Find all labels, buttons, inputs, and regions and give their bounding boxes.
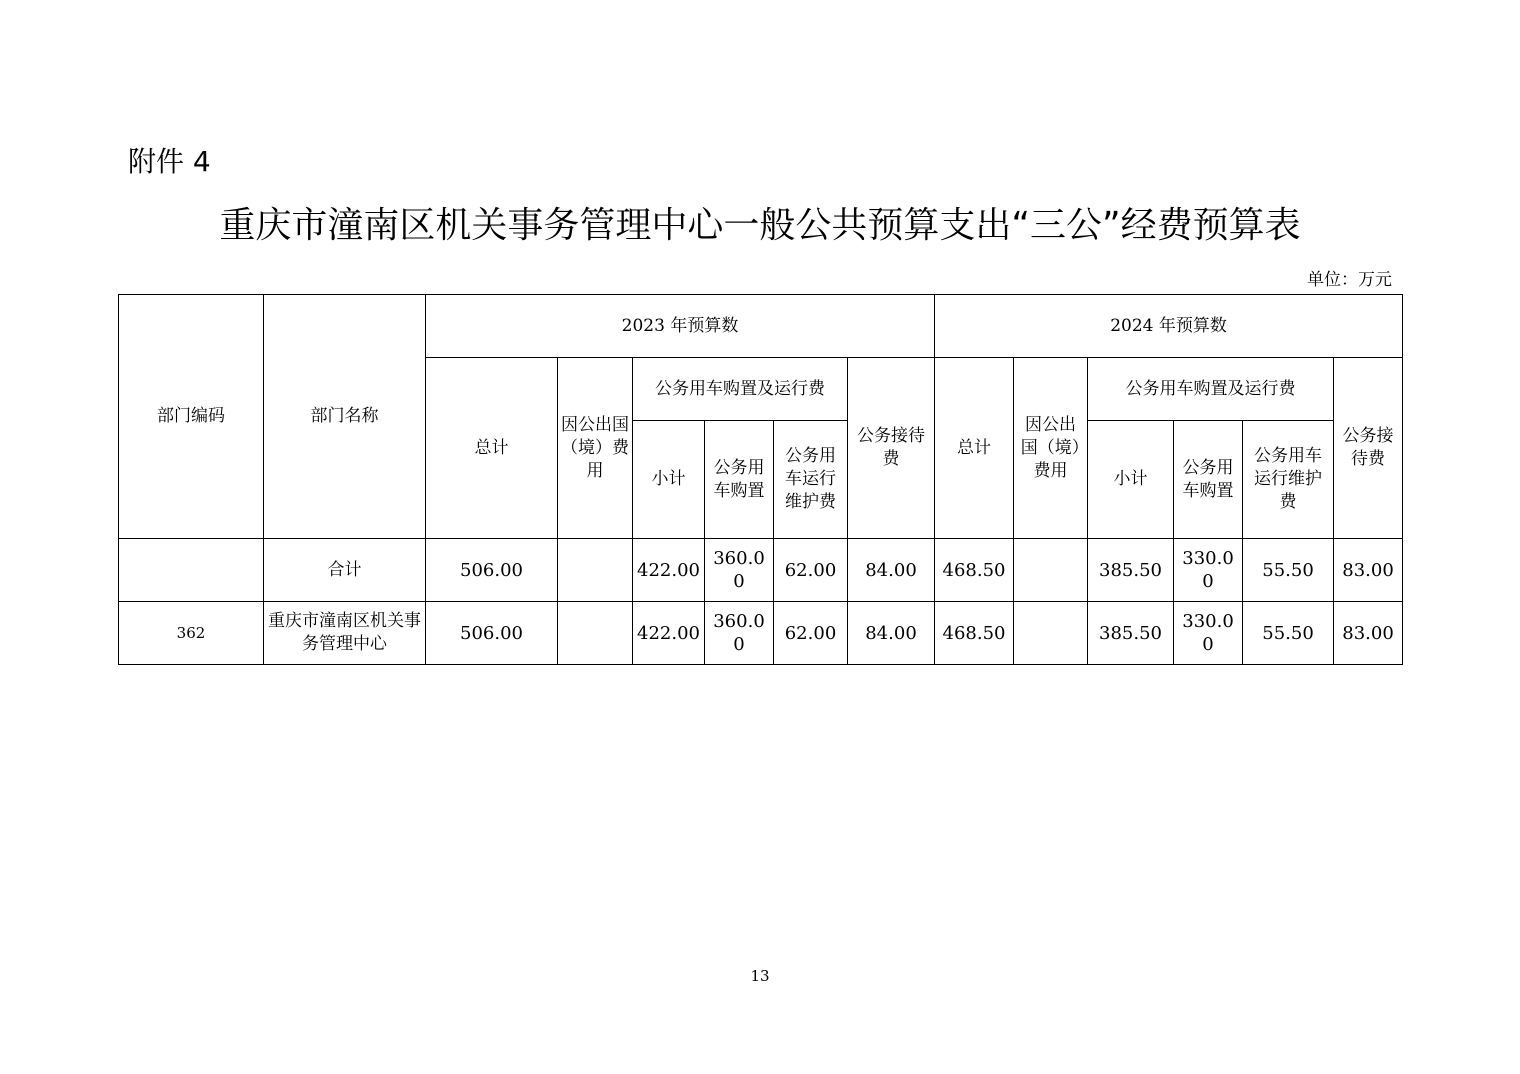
cell-2023-purchase: 360.00	[705, 602, 774, 665]
cell-2024-subtotal: 385.50	[1088, 539, 1174, 602]
header-vehicle-group-2023: 公务用车购置及运行费	[633, 358, 848, 421]
cell-2023-subtotal: 422.00	[633, 539, 705, 602]
cell-2024-ops: 55.50	[1243, 602, 1334, 665]
unit-label: 单位：万元	[1307, 270, 1392, 290]
cell-2024-abroad	[1014, 602, 1088, 665]
header-ops-2023: 公务用车运行维护费	[774, 421, 848, 539]
cell-2024-total: 468.50	[935, 539, 1014, 602]
header-subtotal-2023: 小计	[633, 421, 705, 539]
cell-2023-ops: 62.00	[774, 539, 848, 602]
page-title: 重庆市潼南区机关事务管理中心一般公共预算支出“三公”经费预算表	[219, 205, 1301, 246]
page-number: 13	[750, 967, 770, 985]
cell-2024-subtotal: 385.50	[1088, 602, 1174, 665]
budget-table	[118, 294, 1403, 665]
header-total-2024: 总计	[935, 358, 1014, 539]
table-row	[119, 602, 1403, 665]
cell-2023-subtotal: 422.00	[633, 602, 705, 665]
cell-2023-abroad	[558, 539, 633, 602]
cell-2024-ops: 55.50	[1243, 539, 1334, 602]
table-row	[119, 539, 1403, 602]
cell-2024-total: 468.50	[935, 602, 1014, 665]
cell-2024-reception: 83.00	[1334, 602, 1403, 665]
cell-2023-total: 506.00	[426, 539, 558, 602]
header-abroad-2023: 因公出国（境）费用	[558, 358, 633, 539]
header-total-2023: 总计	[426, 358, 558, 539]
cell-2023-abroad	[558, 602, 633, 665]
header-reception-2024: 公务接待费	[1334, 358, 1403, 539]
cell-2024-purchase: 330.00	[1174, 539, 1243, 602]
row-name: 合计	[264, 539, 426, 602]
header-dept-code: 部门编码	[119, 295, 264, 539]
row-name: 重庆市潼南区机关事务管理中心	[264, 602, 426, 665]
header-abroad-2024: 因公出国（境）费用	[1014, 358, 1088, 539]
cell-2024-purchase: 330.00	[1174, 602, 1243, 665]
row-code	[119, 539, 264, 602]
header-reception-2023: 公务接待费	[848, 358, 935, 539]
header-subtotal-2024: 小计	[1088, 421, 1174, 539]
cell-2023-reception: 84.00	[848, 539, 935, 602]
attachment-label: 附件 4	[128, 145, 211, 178]
header-vehicle-group-2024: 公务用车购置及运行费	[1088, 358, 1334, 421]
header-year-2024: 2024 年预算数	[935, 295, 1403, 358]
cell-2024-reception: 83.00	[1334, 539, 1403, 602]
cell-2023-total: 506.00	[426, 602, 558, 665]
cell-2024-abroad	[1014, 539, 1088, 602]
header-year-2023: 2023 年预算数	[426, 295, 935, 358]
header-purchase-2023: 公务用车购置	[705, 421, 774, 539]
header-purchase-2024: 公务用车购置	[1174, 421, 1243, 539]
header-dept-name: 部门名称	[264, 295, 426, 539]
row-code: 362	[119, 602, 264, 665]
cell-2023-purchase: 360.00	[705, 539, 774, 602]
cell-2023-reception: 84.00	[848, 602, 935, 665]
cell-2023-ops: 62.00	[774, 602, 848, 665]
header-ops-2024: 公务用车运行维护费	[1243, 421, 1334, 539]
header-row-years	[119, 295, 1403, 358]
